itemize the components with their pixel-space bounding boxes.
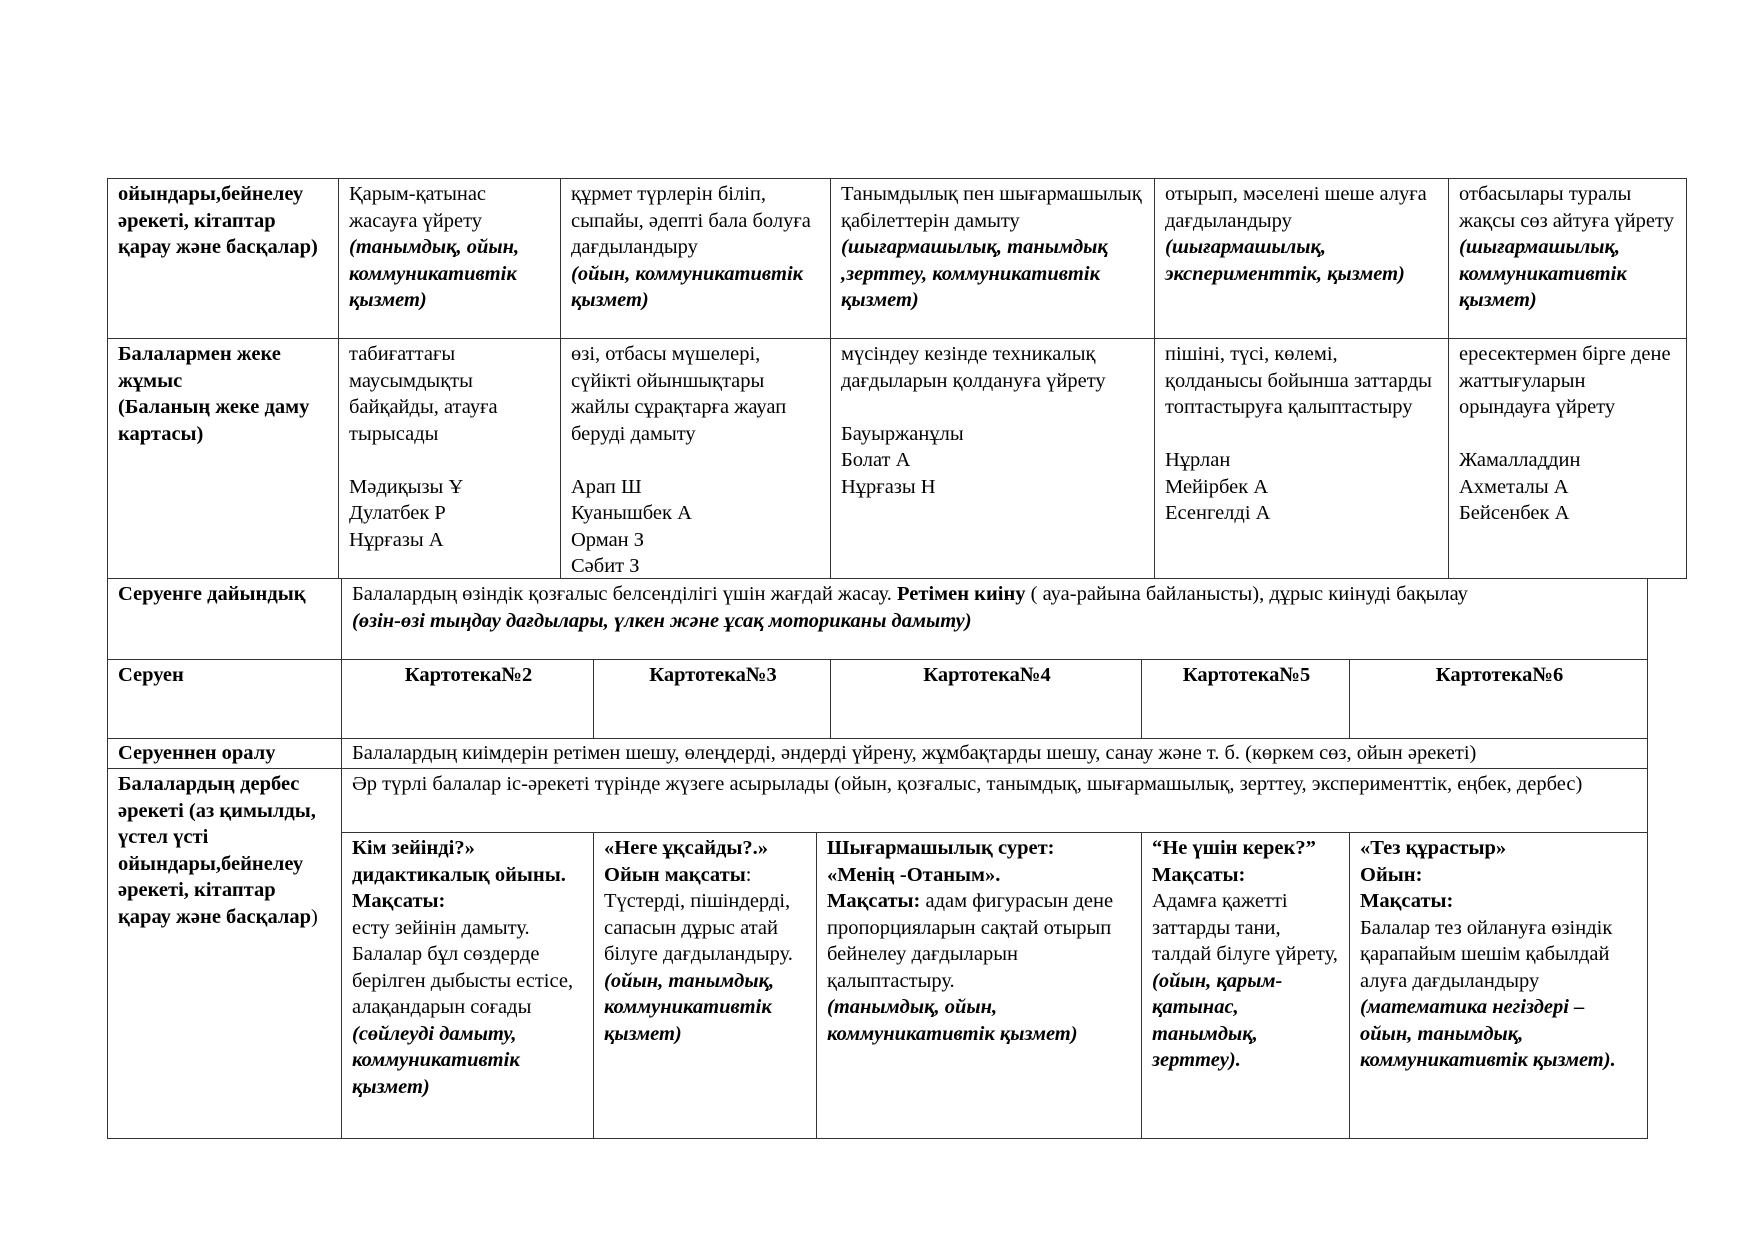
row-label-text: ойындары,бейнелеу әрекеті, кітаптар қарау және басқалар) — [118, 183, 318, 258]
game-cell-wednesday — [816, 832, 1142, 1139]
walk-card-tuesday — [593, 659, 831, 739]
row-label-subtitle: (Баланың жеке даму картасы) — [118, 396, 310, 445]
card-file-label: Картотека№5 — [1182, 664, 1311, 686]
row-label-walk — [107, 659, 342, 739]
independent-intro — [341, 768, 1648, 833]
individual-task: табиғаттағы маусымдықты байқайды, атауға тырысады — [349, 343, 498, 445]
walk-prep-content — [341, 578, 1648, 660]
row-label-text: Серуен — [118, 664, 184, 686]
individual-cell-wednesday — [830, 338, 1155, 579]
game-subtitle: Ойын: — [1360, 863, 1423, 886]
game-title: “Не үшін керек?” — [1152, 837, 1316, 859]
walk-return-text: Балалардың киімдерін ретімен шешу, өлеңдерді, әндерді үйрену, жұмбақтарды шешу, санау және т. б. (көркем сөз, ойын әрекеті) — [352, 742, 1477, 764]
game-goal-line — [604, 862, 808, 889]
child-name: Болат А — [841, 449, 911, 471]
game-tag: (сөйлеуді дамыту, коммуникативтік қызмет) — [352, 1022, 520, 1098]
child-name: Сәбит З — [571, 555, 640, 577]
card-file-label: Картотека№4 — [923, 664, 1051, 686]
game-body: Түстерді, пішіндерді, сапасын дұрыс атай білуге дағдыландыру. — [604, 890, 793, 965]
row-label-text: Серуеннен оралу — [118, 742, 276, 764]
walk-card-friday — [1349, 659, 1648, 739]
game-body-text: адам фигурасын дене пропорцияларын сақтай отырып бейнелеу дағдыларын қалыптастыру. — [827, 890, 1114, 992]
individual-task: мүсіндеу кезінде техникалық дағдыларын қолдануға үйрету — [841, 343, 1106, 392]
individual-task: өзі, отбасы мүшелері, сүйікті ойыншықтары жайлы сұрақтарға жауап беруді дамыту — [571, 343, 787, 445]
individual-cell-monday — [338, 338, 561, 579]
child-name: Дулатбек Р — [349, 502, 446, 524]
row-label-text: Серуенге дайындық — [118, 583, 306, 605]
child-name: Нұрғазы А — [349, 528, 444, 551]
child-name: Мейірбек А — [1165, 475, 1269, 498]
row-label-text — [118, 771, 333, 930]
walk-card-wednesday — [830, 659, 1142, 739]
child-name: Нұрғазы Н — [841, 475, 936, 498]
game-goal-label: Мақсаты: — [827, 890, 921, 912]
game-cell-thursday — [1141, 832, 1350, 1139]
game-body: Адамға қажетті заттарды тани, талдай білуге үйрету, — [1152, 890, 1338, 965]
activity-tag: (шығармашылық, танымдық ,зерттеу, коммуникативтік қызмет) — [841, 236, 1108, 311]
child-name: Жамалладдин — [1459, 449, 1581, 471]
walk-prep-tag: (өзін-өзі тыңдау дағдылары, үлкен және ұсақ моториканы дамыту) — [352, 609, 972, 632]
game-body: Балалар тез ойлануға өзіндік қарапайым шешім қабылдай алуға дағдыландыру — [1360, 916, 1613, 992]
game-tag: (ойын, танымдық, коммуникативтік қызмет) — [604, 969, 775, 1045]
row-label-title: Балалармен жеке жұмыс — [118, 343, 281, 392]
activity-tag: (шығармашылық, эксперименттік, қызмет) — [1165, 236, 1405, 285]
game-tag: (танымдық, ойын, коммуникативтік қызмет) — [827, 996, 1078, 1045]
game-cell-friday — [1349, 832, 1648, 1139]
child-name: Ахметалы А — [1459, 475, 1569, 498]
row-label-activities-continued — [107, 178, 339, 339]
walk-prep-emphasis: Ретімен киіну — [897, 583, 1026, 605]
activity-text: отырып, мәселені шеше алуға дағдыландыру — [1165, 183, 1427, 232]
child-name: Орман З — [571, 528, 645, 551]
card-file-label: Картотека№3 — [649, 664, 777, 686]
game-cell-tuesday — [593, 832, 817, 1139]
game-goal-label: Мақсаты: — [1360, 890, 1454, 912]
child-name: Бейсенбек А — [1459, 502, 1570, 524]
game-body: есту зейінін дамыту. Балалар бұл сөздерде берілген дыбысты естісе, алақандарын соғады — [352, 916, 574, 1018]
activity-cell-friday — [1448, 178, 1687, 339]
activity-cell-monday — [338, 178, 561, 339]
card-file-label: Картотека№2 — [404, 664, 533, 686]
game-title: «Тез құрастыр» — [1360, 837, 1507, 859]
activity-tag: (ойын, коммуникативтік қызмет) — [571, 262, 804, 311]
row-label-walk-prep — [107, 578, 342, 660]
walk-card-monday — [341, 659, 594, 739]
child-name: Нұрлан — [1165, 449, 1231, 471]
walk-card-thursday — [1141, 659, 1350, 739]
activity-cell-tuesday — [560, 178, 831, 339]
activity-text: Қарым-қатынас жасауға үйрету — [349, 183, 487, 232]
game-body — [827, 888, 1133, 994]
child-name: Бауыржанұлы — [841, 422, 964, 445]
row-label-walk-return — [107, 738, 342, 769]
activity-cell-wednesday — [830, 178, 1155, 339]
row-label-bold: Балалардың дербес әрекеті (аз қимылды, үстел үсті ойындары,бейнелеу әрекеті, кітаптар қарау және басқалар — [118, 773, 316, 928]
activity-text: Танымдылық пен шығармашылық қабілеттерін дамыту — [841, 183, 1142, 232]
game-goal-colon: : — [745, 863, 752, 886]
activity-text: құрмет түрлерін біліп, сыпайы, әдепті бала болуға дағдыландыру — [571, 183, 811, 258]
activity-text: отбасылары туралы жақсы сөз айтуға үйрету — [1459, 183, 1674, 232]
row-label-individual-work — [107, 338, 339, 579]
game-tag: (математика негіздері – ойын, танымдық, коммуникативтік қызмет). — [1360, 996, 1616, 1071]
row-label-tail: ) — [311, 905, 318, 928]
game-title: «Неге ұқсайды?.» — [604, 837, 769, 859]
independent-intro-text: Әр түрлі балалар іс-әрекеті түрінде жүзеге асырылады (ойын, қозғалыс, танымдық, шығармашылық, зерттеу, эксперименттік, еңбек, дербес) — [352, 773, 1583, 795]
game-title: Кім зейінді?» дидактикалық ойыны. Мақсаты: — [352, 837, 566, 912]
individual-task: пішіні, түсі, көлемі, қолданысы бойынша заттарды топтастыруға қалыптастыру — [1165, 343, 1432, 418]
individual-cell-thursday — [1154, 338, 1449, 579]
child-name: Арап Ш — [571, 475, 642, 498]
activity-cell-thursday — [1154, 178, 1449, 339]
game-tag: (ойын, қарым-қатынас, танымдық, зерттеу). — [1152, 969, 1283, 1071]
activity-tag: (танымдық, ойын, коммуникативтік қызмет) — [349, 236, 520, 311]
walk-return-content — [341, 738, 1648, 769]
game-goal-label: Ойын мақсаты — [604, 863, 746, 886]
walk-prep-text — [352, 581, 1639, 608]
individual-cell-friday — [1448, 338, 1687, 579]
game-goal-label: Мақсаты: — [1152, 863, 1246, 886]
walk-prep-text-c: ( ауа-райына байланысты), дұрыс киінуді бақылау — [1025, 583, 1468, 605]
row-label-independent-activity — [107, 768, 342, 1139]
individual-cell-tuesday — [560, 338, 831, 579]
child-name: Мәдиқызы Ұ — [349, 475, 464, 498]
game-cell-monday — [341, 832, 594, 1139]
child-name: Есенгелді А — [1165, 502, 1271, 524]
walk-prep-text-a: Балалардың өзіндік қозғалыс белсенділігі үшін жағдай жасау. — [352, 583, 898, 605]
card-file-label: Картотека№6 — [1435, 664, 1564, 686]
game-title: Шығармашылық сурет: — [827, 837, 1055, 859]
individual-task: ересектермен бірге дене жаттығуларын орындауға үйрету — [1459, 343, 1671, 418]
activity-tag: (шығармашылық, коммуникативтік қызмет) — [1459, 236, 1627, 311]
child-name: Куанышбек А — [571, 502, 692, 524]
game-subtitle: «Менің -Отаным». — [827, 863, 1001, 886]
